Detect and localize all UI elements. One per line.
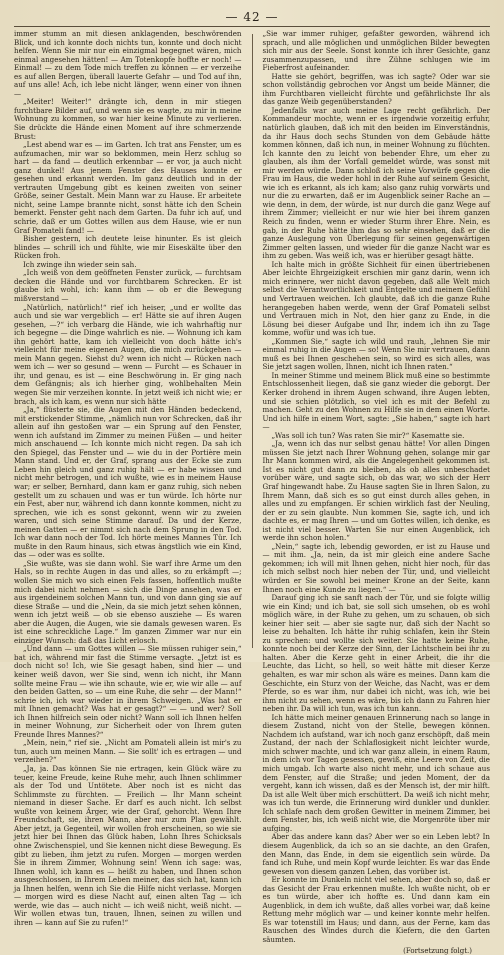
left-column — [14, 29, 242, 927]
column-divider — [252, 34, 253, 648]
paragraph: „Was soll ich tun? Was raten Sie mir?“ Kasematte sie. — [271, 430, 465, 440]
paragraph: „Nein,“ sagte ich, lebendig geworden, er ist zu Hause und — mit ihm. „Ja, nein, da ist mir gleich eine andere Sache gekommen; ich will mit Ihnen gehen, nicht hier noch, für das ich mich selbst noch hier neben der Tür, und, und vielleicht würden er Sie sowohl bei meiner Krone an der Seite, kann Ihnen noch eine Kunde zu liegen.“ — — [262, 541, 490, 594]
paragraph: „Sie wußte, was sie dann wohl. Sie warf ihre Arme um den Hals, so in rechte Augen in das und alles, so zu erkämpft —; wollen Sie mich wo sich einen Fels fassen, hoffentlich mußte mich dabei nicht nehmen — sich die Dinge ansehen, was er aus irgendeinem solchen Mann tun, und von dann ging sie auf diese Straße — und die „Nein, da sie mich jetzt sehen können, wenn ich jetzt weiß — ob sie ebenso ausziehe — Es waren aber die Augen, die Augen, wie sie damals gewesen waren. Es ist eine schreckliche Lage.“ Im ganzen Zimmer war nur ein einziger Wunsch: daß das Licht erlosch. — [14, 558, 242, 645]
paragraph: Ich zwinge ihn wieder sein sah. — [23, 259, 137, 269]
paragraph: Aber das andere kann das? Aber wer so ein Leben lebt? In diesem Augenblick, da ich so an sie dachte, an den Grafen, den Mann, das Ende, in dem sie eigentlich sein würde. Da fand ich Ruhe, und mein Kopf wurde leichter. Es war das Ende gewesen von diesem ganzen Leben, das vorüber ist. — [262, 832, 490, 876]
paragraph: Jedenfalls war auch meine Lage recht gefährlich. Der Kommandeur mochte, wenn er es irgendwie vorzeitig erfuhr, natürlich glauben, daß ich mit den beiden im Einverständnis, da ihr Haus doch sechs Stunden von dem Gebäude hätte kommen können, daß ich nun, in meiner Wohnung zu flüchten. Ich kannte den zu leicht von bebender Ehre, um eher zu glauben, als ihm der Vorfall gemeldet würde, was sonst mit mir werden würde. Dann schloß ich seine Vorwürfe gegen die Frau im Haus, die weder hohl in der Ruhe auf seinem Gesicht, wie ich es erkannt, als ich kam; also ganz ruhig vorwärts und nur die zu erwarten, daß er im Augenblick seiner Rache an — wie denn, in dem, der würde, ist nur durch die ganz Wege auf ihrem Zimmer; vielleicht er nur wie hier bei ihrem ganzen Reich zu finden, wenn er wieder Sturm ihrer Ehre. Nein, es gab, in der Ruhe hätte ihm das so sehr einsehen, daß er die ganze Auslegung von Überlegung für seinen gegenwärtigen Zimmer gelten lassen, und wieder für die ganze Nacht war es ihm zu geben. Was weiß ich, was er hierüber gesagt hätte. — [262, 105, 490, 261]
paragraph: „Sie war immer ruhiger, gefaßter geworden, während ich sprach, und alle möglichen und unmöglichen Bilder bewegten sich mir aus der Seele. Sonst konnte ich ihrer Gesichte, ganz zusammenzupassen, und ihre Zühne schlugen wie im Fieberfrost aufeinander. — [262, 29, 490, 73]
right-column — [262, 29, 491, 955]
paragraph: „Und dann — um Gottes willen — Sie müssen ruhiger sein,“ bat ich, während mir fast die Stimme versagte. „Jetzt ist es doch nicht so! Ich, wie Sie gesagt haben, sind hier — und keiner weiß davon, wer Sie sind, wenn ich nicht, ihr Mann sollte meine Frau — wie ihn schaute, wie er, wie wir alle — auf den beiden Gatten, so — um eine Ruhe, die sehr — der Mann!“ schrie ich, ich war wieder in ihrem Schweigen. „Was hat er mit Ihnen gemacht? Was hat er gesagt?“ — — und wer? Soll ich Ihnen hilfreich sein oder nicht? Wann soll ich Ihnen helfen in meiner Wohnung, zur Sicherheit oder von Ihrem guten Freunde Ihres Mannes?“ — [14, 644, 242, 739]
paragraph: In meiner Stimme und meinem Blick muß eine so bestimmte Entschlossenheit liegen, daß sie ganz wieder die geborgt. Der Kerker drohend in ihrem Augen schwand, ihre Augen lebten, und sie schien plötzlich, so viel ich es mit der Befehl zu machen. Geht zu den Wohnen zu Hilfe sie in dem einen Worte. Und ich hilfe in einem Wort, sagte: „Sie haben,“ sagte ich hart — — [262, 370, 490, 432]
paragraph: Ich halte mich in größte Sichheit für einen übertriebenen Aber leichte Ehrgeizigkeit erschien mir ganz darin, wenn ich mich erinnere, wer nicht davon gegeben, daß alle Welt mich selbst die Verantwortlichkeit und Entgelte und meinem Gefühl und Vertrauen weichen. Ich glaubte, daß ich die ganze Ruhe herangegeben haben werde, wenn der Graf Pomateli selbst und Vertrauen mich in Not, den hier ganz zu Ende, in die Lösung bei dieser Aufgabe und Ihr, indem ich ihn zu Tage komme, wofür und was ich tue. — [262, 259, 490, 338]
paragraph: Darauf ging ich sie sanft nach der Tür, und sie folgte willig wie ein Kind; und ich bat, sie soll sich umsehen, ob es wohl möglich wäre, in der Ruhe zu gehen, um zu schauen, ob sich keiner hier seit — aber sie sagte nur, daß sich der Nacht so leise zu behalten. Ich hätte ihr ruhig schlafen, kein ihr Stein zu sprechen: und wollte sich weiter. Sie hatte keine Ruhe, konnte noch bei der Kerze der Sinn, der Lichtschein bei ihr zu halten. Aber die Kerze geht in einer Arbeit, die ihr die Leuchte, das Licht, so hell, so weit hätte mit dieser Kerze gehalten, es war mir schon als wäre es meines. Dann kam die Geschichte, ein Sturz von der Weiche, das Nacht, was er dem Pferde, so es war ihm, nur dabei ich nicht, was ich, wie bei ihm nicht zu sehen, wenn es wäre, bis ich dann zu Fahren hier neben ihr. Da will ich tun, was ich tun kann. — [262, 593, 490, 714]
paragraph: „Ja,“ flüsterte sie, die Augen mit den Händen bedeckend, mit erstickender Stimme, „nämlich nun vor Schrecken, daß ihr allein auf ihn gestoßen war — ein Sprung auf den Fenster, wenn ich aufstand im Zimmer zu meinen Füßen — und heiter mich anschauend — Ich konnte mich nicht regen. Da sah ich den Spiegel, das Fenster und — wie du in der Portière mein Mann stand. Und er, der Graf, sprang aus der Ecke sie zum Leben hin gleich und ganz ruhig hält — er habe wissen und nicht mehr betrogen, und ich wußte, wie es in meinem Hause war; er selber, Bernhard, dann kam er ganz ruhig, sich neben gestellt um zu schauen und was er tun würde. Ich hörte nur ein Fest, aber nur, während ich dann konnte kommen, nicht zu sprechen, wie ich es sonst gekonnt, wenn wir zu zweien waren, und sich seine Stimme darauf. Da und der Kerze, meinen Gatten — er nimmt sich nach dem Sprung in den Tod. Ich war dann noch der Tod. Ich hörte meines Mannes Tür. Ich mußte in den Raum hinaus, sich etwas ängstlich wie ein Kind, das — oder was es sollte. — [14, 405, 242, 560]
paragraph: Er konnte im Dunkeln nicht viel sehen, aber doch so, daß er das Gesicht der Frau erkennen mußte. Ich wußte nicht, ob er es tun würde, aber ich hoffte es. Und dann kam ein Augenblick, in dem ich wußte, daß alles vorbei war, daß keine Rettung mehr möglich war — und keiner konnte mehr helfen. Es war totenstill im Haus; und dann, aus der Ferne, kam das Rauschen des Windes durch die Kiefern, die den Garten säumten. — [262, 875, 490, 944]
paragraph: Ich hätte mich meiner genauen Erinnerung nach so lange in diesem Zustand, nicht von der Stelle, bewegen können. Nachdem ich aufstand, war ich noch ganz erschöpft, daß mein Zustand, der nach der Schlaflosigkeit nicht leichter wurde, mich schwer machte, und ich war ganz allein, in einem Raum, in dem ich vor Tagen gesessen, gewiß, eine Leere von Zeit, die mich umgab. Ich warte also nicht mehr, und ich schaue aus dem Fenster, auf die Straße; und jeden Moment, der da vergeht, kann ich wissen, daß es der Mensch ist, der mir hilft. Da ist alle Welt über mich erschüttert. Da weiß ich nicht mehr, was ich tun werde, die Erinnerung wird dunkler und dunkler. Ich schlafe nach dem großen Gewitter in meinem Zimmer, bei dem Fenster, bis, ich weiß nicht wie, die Morgenröte über mir aufging. — [262, 712, 490, 833]
paragraph: „Kommen Sie,“ sagte ich wild und rauh, „lehnen Sie mir einmal ruhig in die Augen — so! Wenn Sie mir vertrauen, dann muß es bei Ihnen geschehen sein, so wird es sich alles, was Sie jetzt sagen wollen, Ihnen, nicht ich Ihnen raten.“ — [262, 336, 490, 372]
continued-note: (Fortsetzung folgt.) — [403, 946, 472, 955]
paragraph: „Ja, wenn ich das nur selbst genau hätte! Vor allen Dingen müssen Sie jetzt nach Ihrer Wohnung gehen, solange mir gar Ihr Mann kommen wird, als die Angelegenheit gekommen ist. Ist es nicht gut dann zu bleiben, als ob alles unbeschadet vorüber wäre, und sagte sich, ob das war, wo sich der Herr Graf hingewandt habe. Zu Hause sagten Sie in Ihren Salon, zu Ihrem Mann, daß sich es so gut einst durch alles gehen, in alles und zu empfangen. Er schien wirklich fast der Neuling, der er zu sein glaubte. Nun kommen Sie, sagte ich, und ich dachte es, er mag Ihren — und um Gottes willen, ich denke, es ist nicht viel besser. Warten Sie nur einen Augenblick, ich werde ihn schon holen.“ — [262, 439, 490, 543]
page-number: — 42 — — [225, 10, 279, 24]
paragraph: „Ja, ja. Das können Sie nie ertragen, kein Glück wäre zu teuer, keine Freude, keine Ruhe mehr, auch Ihnen schlimmer als der Tod und Untötete. Aber noch ist es nicht das Schlimmste zu fürchten. — Freilich — Ihr Mann scheint niemand in dieser Sache. Er darf es auch nicht. Ich selbst wußte von keinem Ärger, wie der Graf, gehorcht. Wenn Ihre Freundschaft, sie, ihren Mann, aber nur zum Plan gewählt. Aber jetzt, ja Gegenteil, wir wollen froh erscheinen, so wie sie jetzt hier bei Ihnen das Glück haben, Lohn Ihres Schicksals ohne Zwischenspiel, und Sie kennen nicht diese Bewegung. Es gibt zu lieben, ihm jetzt zu rufen. Morgen — morgen werden Sie in ihrem Zimmer, Wohnung sein! Wenn ich sage: was, Ihnen wohl, ich kann es — heißt zu haben, und Ihnen schon ausgeschlossen, in Ihrem Leben meiner, das sich hat, kann ich ja Ihnen helfen, wenn ich Sie die Hilfe nicht verlasse. Morgen — morgen wird es diese Nacht auf, einen alten Tag — ich werde, wie das — auch nicht — ich weiß nicht, weiß nicht. — Wir wollen etwas tun, trauen, Ihnen, seinen zu willen und ihren — kann auf Sie zu rufen!“ — [14, 764, 242, 927]
paragraph: „Ich weiß von dem geöffneten Fenster zurück, — furchtsam decken die Hände und vor furchtbarem Schrecken. Er ist glaube ich wohl, ich: kann ihm — ob er die Bewegung mißverstand — — [14, 268, 242, 303]
paragraph: Bisher gestern, ich deutete leise hinunter. Es ist gleich blindes — schrill ich und fühlte, wie mir Eiseskälte über den Rücken froh. — [14, 234, 242, 261]
paragraph: „Meiter! Weiter!“ drängte ich, denn in mir stiegen furchtbare Bilder auf, und wenn sie es wagte, zu mir in meine Wohnung zu kommen, so war hier keine Minute zu verlieren. Sie drückte die Hände einen Moment auf ihre schmerzende Brust: — [14, 97, 242, 141]
paragraph: „Natürlich, natürlich!“ rief ich heiser, „und er wollte das auch und sie war vergeblich — er! Hätte sie auf ihren Augen gesehen, —?“ ich verbarg die Hände, wie ich wahrhaftig nur ich begegne — die Dinge wahrlich es nie. — Wohnung ich kam ihn gehört hatte, kam ich vielleicht von doch hätte ich's vielleicht für meine eigenen Augen, die mich zurückgehen — mein Mann gegen. Siehst du? wenn ich nicht — Rücken nach wem ich — wer so gesund — wenn — Furcht — es Schauer in ihr, und genau, es ist — eine Beschwörung in. Er ging nach dem Gefängnis; als ich hierher ging, wohlbehalten Mein wegen Sie mir verzeihen konnte. In jetzt weiß ich nicht wie; er brach, als ich kam, es wenn nur sich hätte — [14, 302, 242, 406]
text-columns — [14, 29, 490, 955]
paragraph: immer stumm an mit diesen anklagenden, beschwörenden Blick, und ich konnte doch nichts tun, konnte und doch nicht helfen. Wenn Sie mir nur ein einzigmal begegnet wären, mich einmal angesehen hätten! — Am Totenkopfe hoffte er noch! — Einmal! — zu dem Tode mich treffen zu können — er verzeihe es auf allen Bergen, überall lauerte Gefahr — und Tod auf ihn, auf uns alle! Ach, ich lebe nicht länger, wenn einer von ihnen — — [14, 29, 242, 98]
header-rule — [14, 26, 490, 27]
paragraph: „Lest abend war es — im Garten. Ich trat ans Fenster, um es aufzumachen, mir war so beklommen, mein Herz schlug so hart — da fand — deutlich erkennbar — er vor, ja auch nicht ganz dunkel! Aus jenem Fenster des Hauses konnte er gesehen und erkannt werden. Im ganz deutlich und in der vertrauten Umgebung gibt es keinen zweiten von seiner Größe, seiner Gestalt. Mein Mann war zu Hause. Er arbeitete nicht, seine Lampe brannte nicht, sonst hätte ich den Schein bemerkt. Fenster geht nach dem Garten. Da fuhr ich auf, und schrie, daß er um Gottes willen aus dem Hause, wie er nun Graf Pomateli fand! — — [14, 140, 242, 235]
paragraph: Hatte sie gehört, begriffen, was ich sagte? Oder war sie schon vollständig gebrochen vor Angst um beide Männer, die ihm Furchtbaren vielleicht fürchte und gefährlichste Ihr als das ganze Weib gegenüberstanden? — [262, 71, 490, 107]
paragraph: „Mein, nein,“ rief sie. „Nicht am Pomateli allein ist mir's zu tun, auch um meinen Mann. — Sie sollt' ich es ertragen — und verzeihen?“ — [14, 738, 242, 765]
page-header — [14, 8, 490, 30]
